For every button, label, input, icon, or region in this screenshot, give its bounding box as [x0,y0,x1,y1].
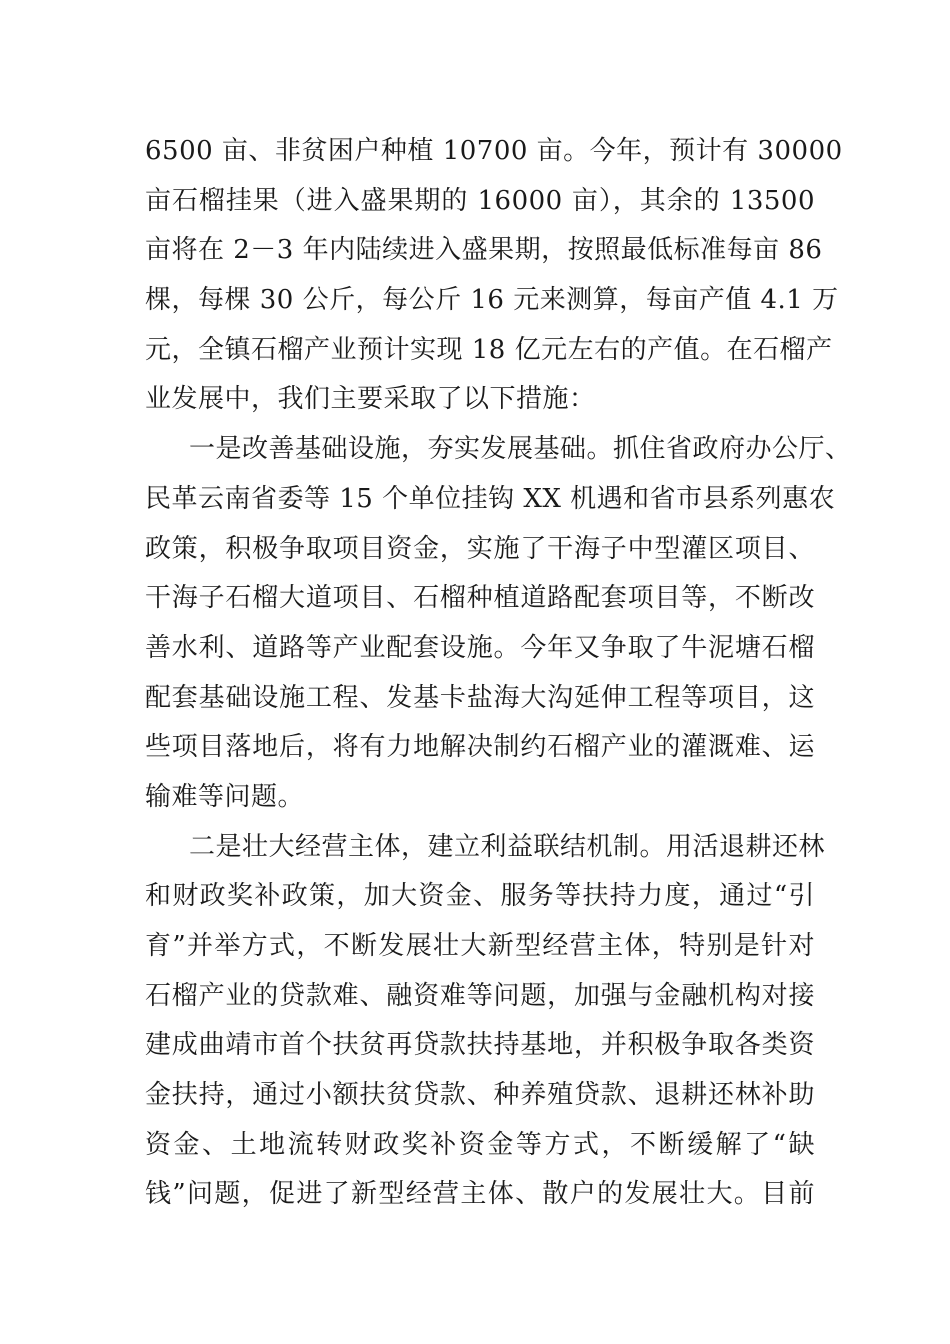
paragraph-2 [145,425,852,823]
text-line: 石榴产业的贷款难、融资难等问题，加强与金融机构对接 [145,980,815,1011]
text-line: 亩石榴挂果（进入盛果期的 16000 亩），其余的 13500 [145,185,815,216]
text-line: 二是壮大经营主体，建立利益联结机制。用活退耕还林 [189,831,826,862]
text-line: 干海子石榴大道项目、石榴种植道路配套项目等，不断改 [145,583,815,614]
text-line: 6500 亩、非贫困户种植 10700 亩。今年，预计有 30000 [145,136,843,166]
text-line: 善水利、道路等产业配套设施。今年又争取了牛泥塘石榴 [145,632,815,663]
paragraph-3 [145,823,826,1221]
text-line: 一是改善基础设施，夯实发展基础。抓住省政府办公厅、 [189,434,852,465]
text-line: 和财政奖补政策，加大资金、服务等扶持力度，通过“引 [145,881,815,912]
text-line: 民革云南省委等 15 个单位挂钩 XX 机遇和省市县系列惠农 [145,483,836,514]
text-line: 育”并举方式，不断发展壮大新型经营主体，特别是针对 [145,931,815,961]
text-line: 配套基础设施工程、发基卡盐海大沟延伸工程等项目，这 [145,682,815,713]
text-line: 棵，每棵 30 公斤，每公斤 16 元来测算，每亩产值 4.1 万 [145,285,839,316]
text-line: 金扶持，通过小额扶贫贷款、种养殖贷款、退耕还林补助 [145,1080,815,1111]
text-line: 业发展中，我们主要采取了以下措施： [145,384,596,415]
text-line: 亩将在 2－3 年内陆续进入盛果期，按照最低标准每亩 86 [145,235,823,266]
text-line: 元，全镇石榴产业预计实现 18 亿元左右的产值。在石榴产 [145,334,833,365]
text-line: 政策，积极争取项目资金，实施了干海子中型灌区项目、 [145,533,815,564]
text-line: 些项目落地后，将有力地解决制约石榴产业的灌溉难、运 [145,732,815,763]
text-line: 钱”问题，促进了新型经营主体、散户的发展壮大。目前 [145,1179,815,1210]
text-line: 资金、土地流转财政奖补资金等方式，不断缓解了“缺 [145,1129,815,1160]
text-line: 输难等问题。 [145,781,305,812]
paragraph-1 [145,127,843,425]
document-body [145,127,852,1220]
text-line: 建成曲靖市首个扶贫再贷款扶持基地，并积极争取各类资 [145,1030,815,1061]
